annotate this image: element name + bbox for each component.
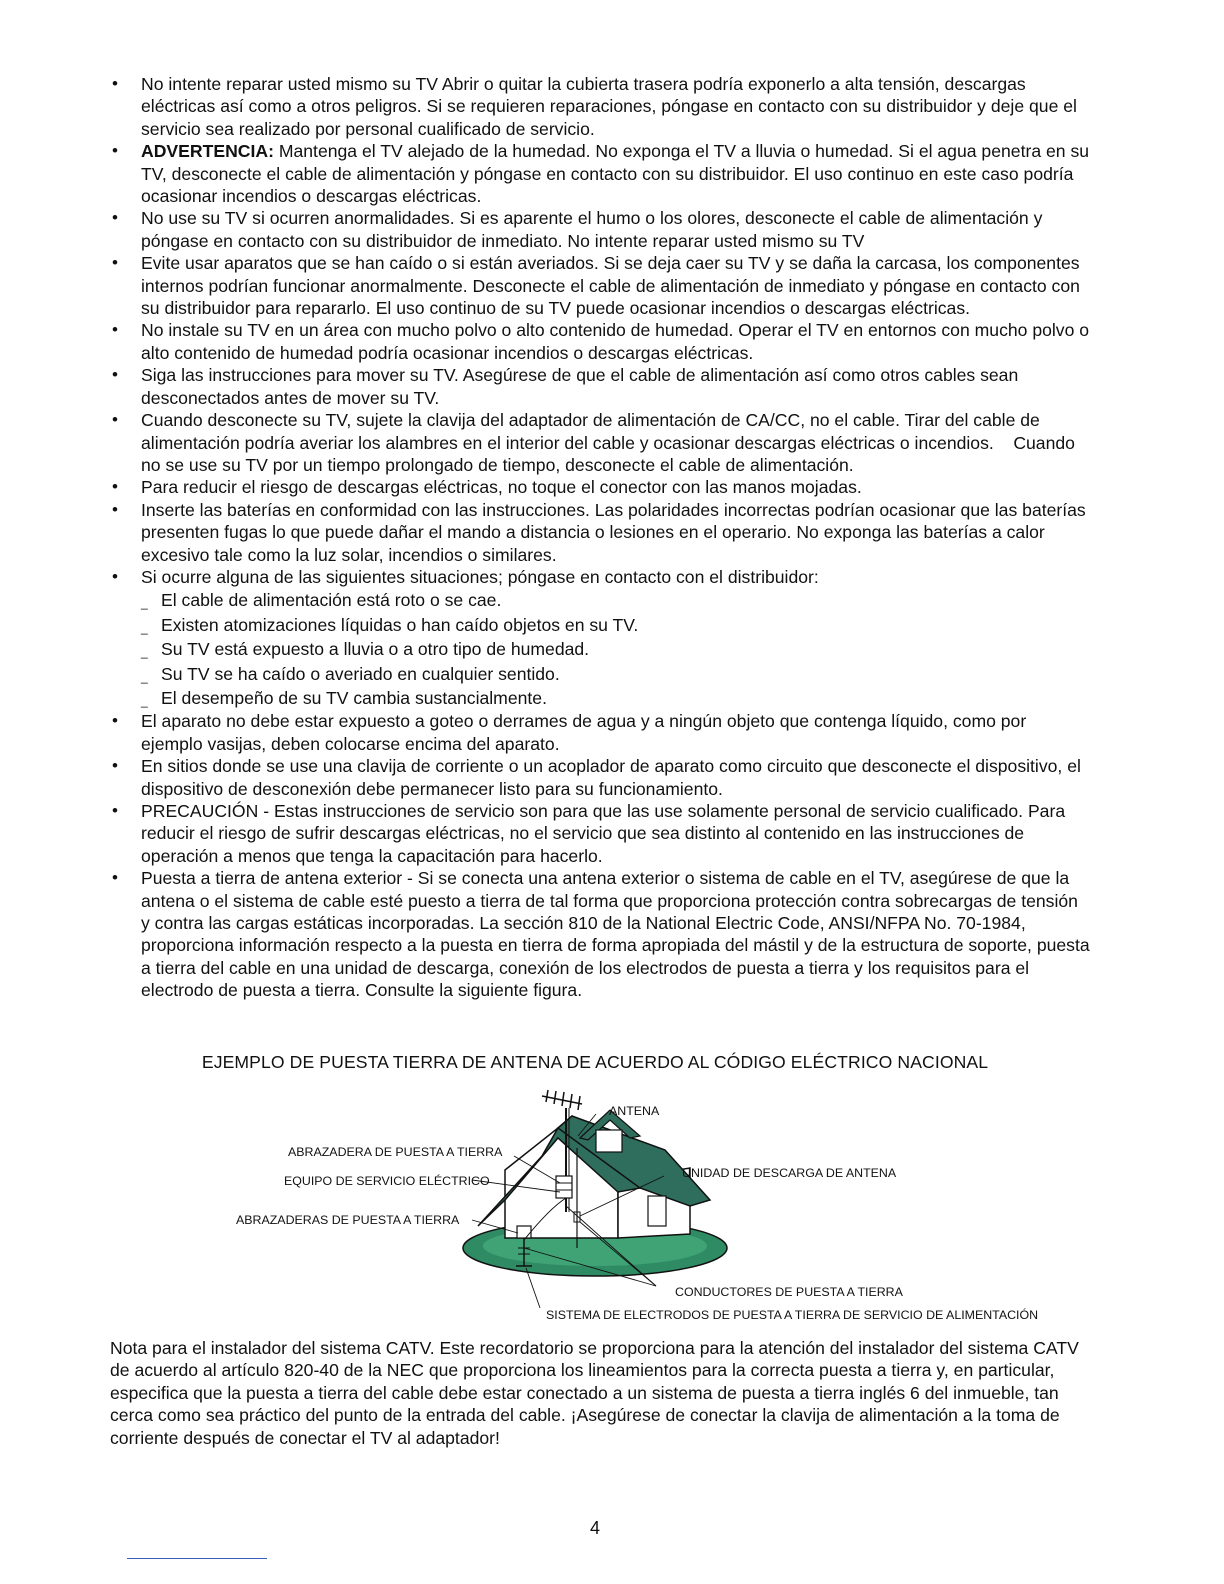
list-item [110, 364, 1090, 409]
bullet-icon: • [112, 868, 118, 888]
sub-list-item [141, 637, 1090, 661]
sub-list-item [141, 686, 1090, 710]
bullet-text: Para reducir el riesgo de descargas eléctricas, no toque el conector con las manos mojadas. [141, 477, 862, 498]
catv-installer-note: Nota para el instalador del sistema CATV. Este recordatorio se proporciona para la atención del instalador del sistema CATV de acuerdo al artículo 820-40 de la NEC que proporciona los lineamientos para la correcta puesta a tierra y, en particular, especifica que la puesta a tierra del cable debe estar conectado a un sistema de puesta a tierra inglés 6 del inmueble, tan cerca como sea práctico del punto de la entrada del cable. ¡Asegúrese de conectar la clavija de alimentación a la toma de corriente después de conectar el TV al adaptador! [110, 1338, 1079, 1448]
dash-icon: _ [141, 596, 148, 611]
bullet-icon: • [112, 410, 118, 430]
bullet-text: Siga las instrucciones para mover su TV. Asegúrese de que el cable de alimentación así como otros cables sean desconectados antes de mover su TV. [141, 365, 1019, 408]
safety-bullet-list [110, 73, 1090, 1002]
dash-icon: _ [141, 669, 148, 684]
label-sistema: SISTEMA DE ELECTRODOS DE PUESTA A TIERRA DE SERVICIO DE ALIMENTACIÓN [546, 1308, 1039, 1322]
list-item [110, 409, 1090, 476]
service-equipment [517, 1226, 531, 1238]
list-item [110, 73, 1090, 140]
sub-list-item [141, 588, 1090, 612]
grounding-clamp-box [556, 1176, 572, 1198]
sub-item-text: Su TV se ha caído o averiado en cualquier sentido. [161, 663, 560, 684]
bullet-icon: • [112, 253, 118, 273]
bullet-text: Evite usar aparatos que se han caído o si están averiados. Si se deja caer su TV y se daña la carcasa, los componentes internos podrían funcionar anormalmente. Desconecte el cable de alimentación de inmediato y póngase en contacto con su distribuidor para repararlo. El uso continuo de su TV puede ocasionar incendios o descargas eléctricas. [141, 253, 1080, 319]
sub-list-item [141, 613, 1090, 637]
list-item [110, 566, 1090, 710]
bullet-icon: • [112, 756, 118, 776]
label-abrazadera: ABRAZADERA DE PUESTA A TIERRA [288, 1145, 503, 1159]
list-item [110, 800, 1090, 867]
list-item [110, 140, 1090, 207]
bullet-text: Mantenga el TV alejado de la humedad. No exponga el TV a lluvia o humedad. Si el agua penetra en su TV, desconecte el cable de alimentación y póngase en contacto con su distribuidor. El uso continuo en este caso podría ocasionar incendios o descargas eléctricas. [141, 141, 1090, 207]
bullet-text: En sitios donde se use una clavija de corriente o un acoplador de aparato como circuito que desconecte el dispositivo, el dispositivo de desconexión debe permanecer listo para su funcionamiento. [141, 756, 1081, 799]
bullet-icon: • [112, 801, 118, 820]
footer-divider [127, 1558, 267, 1559]
list-item [110, 207, 1090, 252]
sub-item-text: Existen atomizaciones líquidas o han caído objetos en su TV. [161, 614, 639, 635]
bullet-text: No intente reparar usted mismo su TV Abrir o quitar la cubierta trasera podría exponerlo a alta tensión, descargas eléctricas así como a otros peligros. Si se requieren reparaciones, póngase en contacto con su distribuidor y deje que el servicio sea realizado por personal cualificado de servicio. [141, 74, 1077, 139]
bullet-icon: • [112, 477, 118, 497]
label-equipo: EQUIPO DE SERVICIO ELÉCTRICO [284, 1174, 490, 1188]
list-item [110, 476, 1090, 498]
bullet-text: Puesta a tierra de antena exterior - Si se conecta una antena exterior o sistema de cable en el TV, asegúrese de que la antena o el sistema de cable esté puesto a tierra de tal forma que proporciona protección contra sobrecargas de tensión y contra las cargas estáticas incorporadas. La sección 810 de la National Electric Code, ANSI/NFPA No. 70-1984, proporciona información respecto a la puesta en tierra de forma apropiada del mástil y de la estructura de soporte, puesta a tierra del cable en una unidad de descarga, conexión de los electrodos de puesta a tierra y los requisitos para el electrodo de puesta a tierra. Consulte la siguiente figura. [141, 868, 1090, 1001]
bullet-text: El aparato no debe estar expuesto a goteo o derrames de agua y a ningún objeto que contenga líquido, como por ejemplo vasijas, deben colocarse encima del aparato. [141, 711, 1027, 754]
list-item [110, 499, 1090, 566]
bullet-text: Cuando desconecte su TV, sujete la clavija del adaptador de alimentación de CA/CC, no el cable. Tirar del cable de alimentación podría averiar los alambres en el interior del cable y ocasionar descargas eléctricas o incendios. Cuando no se use su TV por un tiempo prolongado de tiempo, desconecte el cable de alimentación. [141, 410, 1080, 475]
bullet-text: No instale su TV en un área con mucho polvo o alto contenido de humedad. Operar el TV en entornos con mucho polvo o alto contenido de humedad podría ocasionar incendios o descargas eléctricas. [141, 320, 1090, 363]
list-item [110, 710, 1090, 755]
list-item [110, 252, 1090, 319]
sub-item-text: El desempeño de su TV cambia sustancialmente. [161, 687, 547, 708]
bullet-icon: • [112, 74, 118, 93]
label-abrazaderas: ABRAZADERAS DE PUESTA A TIERRA [236, 1213, 460, 1227]
bullet-text: Inserte las baterías en conformidad con las instrucciones. Las polaridades incorrectas podrían ocasionar que las baterías presenten fugas lo que puede dañar el mando a distancia o lesiones en el operario. No exponga las baterías a calor excesivo tale como la luz solar, incendios o similares. [141, 499, 1086, 565]
figure-title: EJEMPLO DE PUESTA TIERRA DE ANTENA DE ACUERDO AL CÓDIGO ELÉCTRICO NACIONAL [201, 1052, 989, 1072]
list-item [110, 755, 1090, 800]
list-item [110, 319, 1090, 364]
bullet-icon: • [112, 320, 118, 340]
list-item [110, 867, 1090, 1001]
bullet-icon: • [112, 365, 118, 385]
label-unidad: UNIDAD DE DESCARGA DE ANTENA [682, 1166, 897, 1180]
bullet-text: No use su TV si ocurren anormalidades. Si es aparente el humo o los olores, desconecte el cable de alimentación y póngase en contacto con su distribuidor de inmediato. No intente reparar usted mismo su TV [141, 208, 1043, 251]
antenna-icon [542, 1090, 582, 1110]
bullet-text: PRECAUCIÓN - Estas instrucciones de servicio son para que las use solamente personal de servicio cualificado. Para reducir el riesgo de sufrir descargas eléctricas, no el servicio que sea distinto al contenido en las instrucciones de operación a menos que tenga la capacitación para hacerlo. [141, 801, 1066, 866]
label-conductores: CONDUCTORES DE PUESTA A TIERRA [675, 1285, 903, 1299]
label-antena: ANTENA [609, 1104, 660, 1118]
antenna-grounding-diagram [220, 1088, 1090, 1328]
dash-icon: _ [141, 693, 148, 708]
page-number: 4 [589, 1518, 600, 1538]
bullet-icon: • [112, 499, 118, 519]
sub-item-text: Su TV está expuesto a lluvia o a otro tipo de humedad. [161, 639, 590, 660]
bullet-icon: • [112, 566, 118, 586]
house-antenna-illustration [220, 1088, 1090, 1328]
bullet-icon: • [112, 208, 118, 228]
dash-icon: _ [141, 620, 148, 635]
situations-sublist [141, 588, 1090, 710]
bullet-icon: • [112, 141, 118, 161]
warning-label: ADVERTENCIA: [141, 141, 274, 162]
dash-icon: _ [141, 645, 148, 660]
sub-list-item [141, 662, 1090, 686]
bullet-text: Si ocurre alguna de las siguientes situaciones; póngase en contacto con el distribuidor: [141, 566, 819, 587]
sub-item-text: El cable de alimentación está roto o se cae. [161, 590, 502, 611]
bullet-icon: • [112, 711, 118, 731]
